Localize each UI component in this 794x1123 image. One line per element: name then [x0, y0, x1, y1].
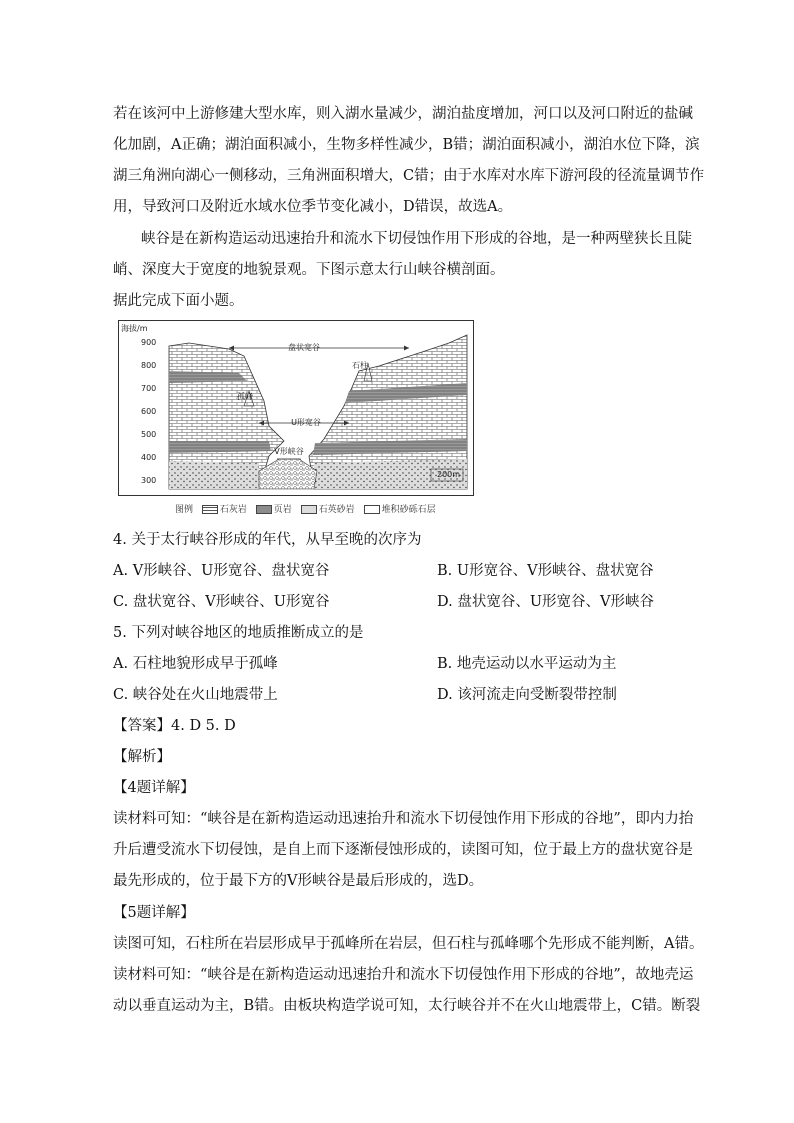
q5-option-d: D. 该河流走向受断裂带控制: [437, 687, 617, 703]
tick-label: 700: [141, 384, 157, 393]
detail-5-line: 动以垂直运动为主，B错。由板块构造学说可知，太行峡谷并不在火山地震带上，C错。断裂: [113, 998, 701, 1014]
legend-item: 石英砂岩: [301, 505, 355, 515]
detail-4-line: 读材料可知：“峡谷是在新构造运动迅速抬升和流水下切侵蚀作用下形成的谷地”，即内力抬: [113, 811, 694, 827]
q4-option-c: C. 盘状宽谷、V形峡谷、U形宽谷: [113, 594, 330, 610]
legend-item: 石灰岩: [202, 505, 247, 515]
canyon-profile-svg: [119, 321, 473, 495]
v-valley-label: V形峡谷: [274, 447, 304, 456]
q4-option-d: D. 盘状宽谷、U形宽谷、V形峡谷: [437, 594, 655, 610]
tick-label: 500: [141, 430, 157, 439]
canyon-cross-section-figure: [118, 320, 474, 496]
legend-item: 堆积砂砾石层: [364, 505, 436, 515]
q5-option-a: A. 石柱地貌形成早于孤峰: [113, 656, 278, 672]
paragraph-line: 用，导致河口及附近水域水位季节变化减小，D错误，故选A。: [113, 199, 513, 215]
q4-option-a: A. V形峡谷、U形宽谷、盘状宽谷: [113, 563, 330, 579]
legend-item: 页岩: [256, 505, 292, 515]
detail-4-line: 升后遭受流水下切侵蚀，是自上而下逐渐侵蚀形成的，读图可知，位于最上方的盘状宽谷是: [113, 842, 693, 858]
detail-5-line: 读图可知，石柱所在岩层形成早于孤峰所在岩层，但石柱与孤峰哪个先形成不能判断，A错。: [113, 936, 704, 952]
detail-5-heading: 【5题详解】: [113, 905, 195, 921]
q5-option-c: C. 峡谷处在火山地震带上: [113, 687, 278, 703]
tick-label: 300: [141, 476, 157, 485]
question-4-stem: 4. 关于太行峡谷形成的年代，从早至晚的次序为: [113, 532, 422, 548]
analysis-heading: 【解析】: [113, 749, 171, 765]
paragraph-line: 湖三角洲向湖心一侧移动，三角洲面积增大，C错；由于水库对水库下游河段的径流量调节作: [113, 168, 705, 184]
figure-legend: [175, 502, 442, 515]
stone-pillar-label: 石柱: [352, 361, 368, 370]
instruction: 据此完成下面小题。: [113, 293, 244, 309]
q5-option-b: B. 地壳运动以水平运动为主: [437, 656, 617, 672]
detail-4-line: 最先形成的，位于最下方的V形峡谷是最后形成的，选D。: [113, 873, 484, 889]
intro-line: 峭、深度大于宽度的地貌景观。下图示意太行山峡谷横剖面。: [113, 262, 505, 278]
question-5-stem: 5. 下列对峡谷地区的地质推断成立的是: [113, 625, 364, 641]
tick-label: 900: [141, 338, 157, 347]
tick-label: 800: [141, 361, 157, 370]
detail-4-heading: 【4题详解】: [113, 780, 195, 796]
detail-5-line: 读材料可知：“峡谷是在新构造运动迅速抬升和流水下切侵蚀作用下形成的谷地”，故地壳运: [113, 967, 694, 983]
tick-label: 400: [141, 453, 157, 462]
legend-title: 图例: [175, 505, 194, 515]
y-axis-label: 海拔/m: [121, 324, 148, 333]
pan-valley-label: 盘状宽谷: [288, 343, 320, 352]
u-valley-label: U形宽谷: [291, 418, 321, 427]
paragraph-line: 化加剧，A正确；湖泊面积减小，生物多样性减少，B错；湖泊面积减小，湖泊水位下降，滨: [113, 137, 700, 153]
tick-label: 600: [141, 407, 157, 416]
q4-option-b: B. U形宽谷、V形峡谷、盘状宽谷: [437, 563, 654, 579]
paragraph-line: 若在该河中上游修建大型水库，则入湖水量减少，湖泊盐度增加，河口以及河口附近的盐碱: [113, 106, 693, 122]
answer: 【答案】4. D 5. D: [113, 718, 236, 734]
scale-label: 200m: [437, 470, 461, 479]
lone-peak-label: 孤峰: [237, 392, 253, 401]
intro-line: 峡谷是在新构造运动迅速抬升和流水下切侵蚀作用下形成的谷地，是一种两壁狭长且陡: [141, 231, 692, 247]
